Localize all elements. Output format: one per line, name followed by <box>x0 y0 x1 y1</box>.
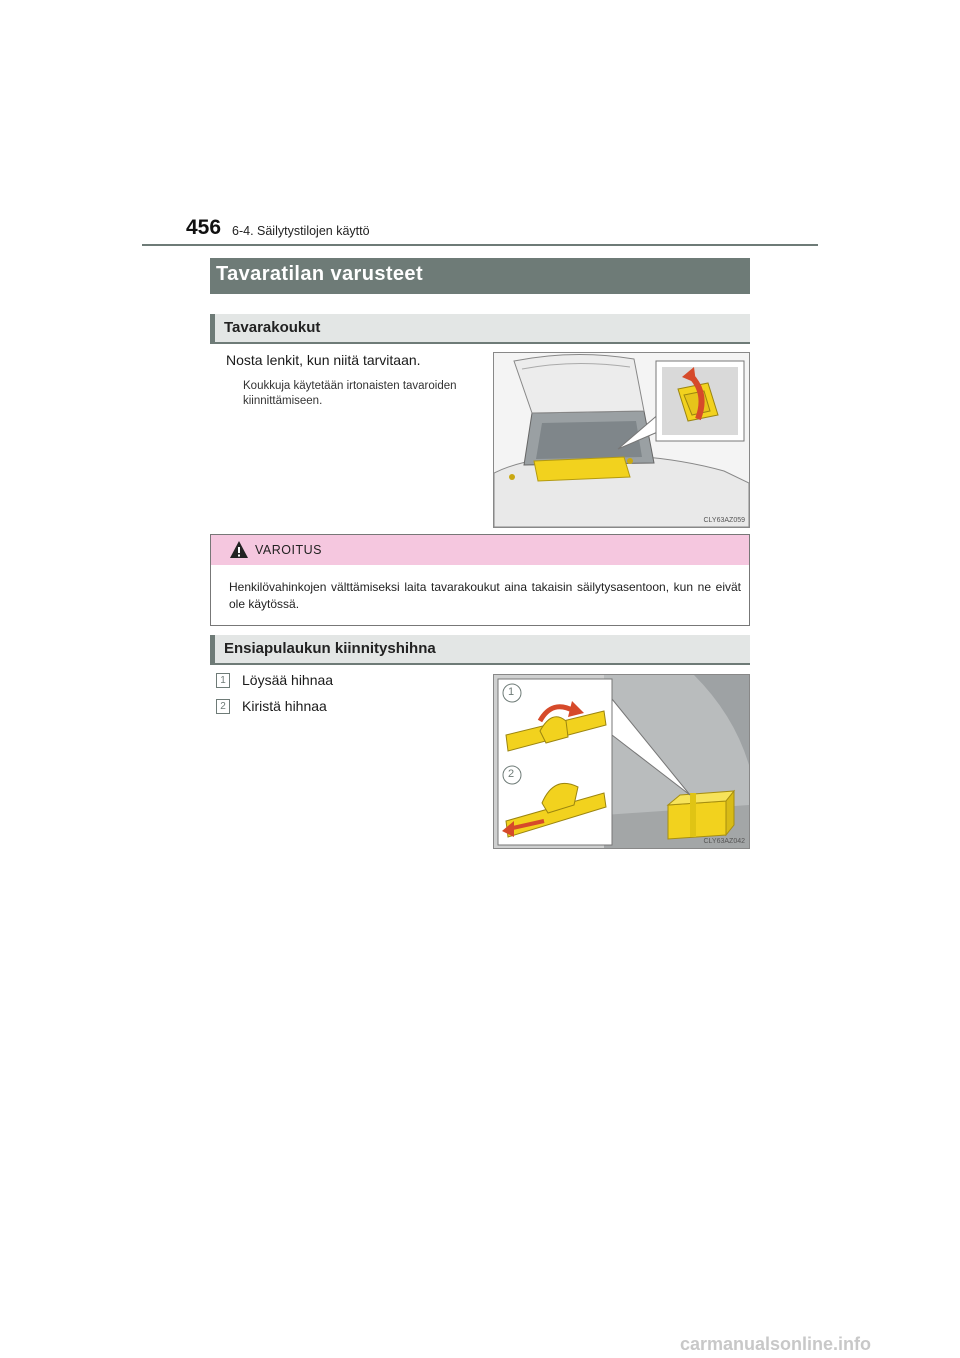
strap-icon <box>494 675 749 848</box>
warning-text: Henkilövahinkojen välttämiseksi laita tavarakoukut aina takaisin säilytysasentoon, kun ne eivät ole käytössä. <box>229 580 741 611</box>
first-aid-strap-illustration <box>493 674 750 849</box>
warning-box <box>210 534 750 626</box>
section-header <box>210 258 750 294</box>
hooks-instruction: Nosta lenkit, kun niitä tarvitaan. <box>226 352 421 368</box>
step-label-1: Löysää hihnaa <box>242 672 334 688</box>
luggage-hook-illustration <box>493 352 750 528</box>
subhead-first-aid-strap <box>210 635 750 665</box>
subhead-luggage-hooks <box>210 314 750 344</box>
chapter-title: 6-4. Säilytystilojen käyttö <box>232 224 370 238</box>
page-number: 456 <box>186 216 222 239</box>
warning-header <box>211 535 749 565</box>
figure-code: CLY63AZ042 <box>703 838 745 845</box>
subhead-bar <box>210 314 215 344</box>
subhead-title: Tavarakoukut <box>224 319 321 336</box>
subhead-bar <box>210 635 215 665</box>
warning-triangle-icon <box>229 540 249 559</box>
step-number-1: 1 <box>216 673 230 688</box>
step-number-2: 2 <box>216 699 230 714</box>
figure-code: CLY63AZ059 <box>703 517 745 524</box>
hooks-note-line-2: kiinnittämiseen. <box>243 395 323 407</box>
svg-text:carmanualsonline.info: carmanualsonline.info <box>680 1334 872 1354</box>
header-rule <box>142 244 818 246</box>
inset-step-1: 1 <box>508 686 515 698</box>
inset-step-2: 2 <box>508 768 515 780</box>
watermark-logo <box>670 1330 960 1358</box>
hooks-note-line-1: Koukkuja käytetään irtonaisten tavaroiden <box>243 380 457 392</box>
trunk-hook-icon <box>494 353 749 527</box>
step-label-2: Kiristä hihnaa <box>242 698 327 714</box>
section-title: Tavaratilan varusteet <box>216 263 424 285</box>
warning-title: VAROITUS <box>255 543 322 557</box>
subhead-title: Ensiapulaukun kiinnityshihna <box>224 640 436 657</box>
